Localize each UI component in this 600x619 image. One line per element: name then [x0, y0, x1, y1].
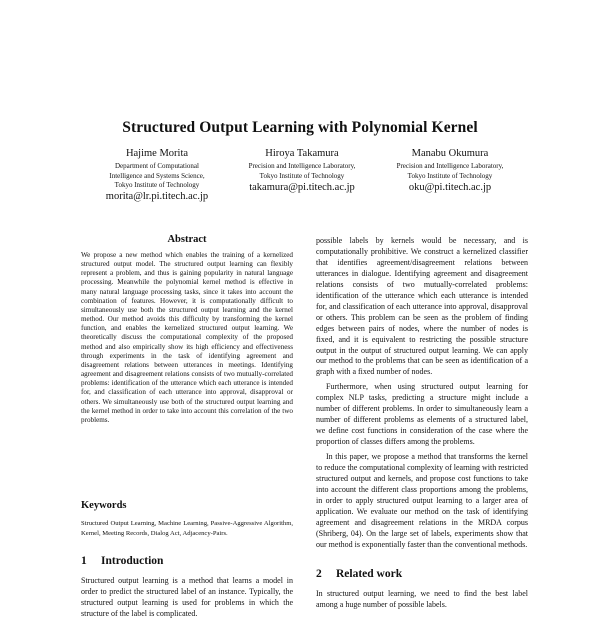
- author-block-3: [355, 148, 545, 194]
- author-email: morita@lr.pi.titech.ac.jp: [105, 191, 209, 203]
- section-heading-introduction: [81, 555, 163, 567]
- author-name: Manabu Okumura: [411, 148, 489, 159]
- paper-title: Structured Output Learning with Polynomial Kernel: [122, 119, 478, 136]
- section-number: 1: [81, 555, 87, 567]
- author-email: takamura@pi.titech.ac.jp: [249, 181, 355, 193]
- affiliation-line: Precision and Intelligence Laboratory,: [396, 162, 504, 171]
- paragraph: possible labels by kernels would be necessary, and is computationally prohibitive. We construct a kernelized classifier that identifies agreement/disagreement relations between utterances in dialogue. Identifying agreement and disagreement relations consists of two mutually-correlated problems: identification of the utterance which each utterance is intended for, and classification of each utterance into approval, disapproval or others. This problem can be seen as the problem of finding edges between pairs of nodes, where the number of nodes is fixed, and it is equivalent to restricting the possible structure output in the output of structured output learning. We can apply our method to the problems that can be seen as identification of a graph with a fixed number of nodes.: [316, 236, 528, 377]
- paragraph: Furthermore, when using structured output learning for complex NLP tasks, predicting a structure might include a number of different problems. In order to simultaneously learn a number of different problems as elements of a structured label, we define cost functions in consideration of the case where the proportion of classes differs among the problems.: [316, 382, 528, 447]
- section-title: Introduction: [101, 555, 164, 567]
- author-affiliation: [355, 162, 545, 181]
- affiliation-line: Intelligence and Systems Science,: [109, 171, 205, 180]
- abstract-text: We propose a new method which enables the training of a kernelized structured output model. The structured output learning can flexibly represent a problem, and thus is gaining popularity in natural language processing. Meanwhile the polynomial kernel method is effective in many natural language processing tasks, since it takes into account the combination of features. However, it is computationally difficult to simultaneously use both the structured output learning and the kernel method. Our method avoids this difficulty by transforming the kernel function, and enables the kernelized structured output learning. We theoretically discuss the computational complexity of the proposed method and also empirically show its high efficiency and effectiveness through experiments in the task of identifying agreement and disagreement relations between utterances in meetings. Identifying agreement and disagreement relations consists of two mutually-correlated problems: identification of the utterance which each utterance is intended for, and classification of each utterance into approval, disapproval or others. We simultaneously use both of the structured output learning and the kernel method in order to take into account this correlation of the two problems.: [81, 251, 293, 424]
- affiliation-line: Tokyo Institute of Technology: [114, 180, 200, 189]
- related-work-text: In structured output learning, we need to find the best label among a huge number of possible labels.: [316, 589, 528, 609]
- section-heading-related-work: [316, 568, 402, 580]
- right-column-text: [316, 236, 528, 551]
- section-number: 2: [316, 568, 322, 580]
- affiliation-line: Tokyo Institute of Technology: [259, 171, 345, 180]
- affiliation-line: Tokyo Institute of Technology: [407, 171, 493, 180]
- author-name: Hajime Morita: [125, 148, 189, 159]
- keywords-text: Structured Output Learning, Machine Learning, Passive-Aggressive Algorithm, Kernel, Meeting Records, Dialog Act, Adjacency-Pairs.: [81, 520, 293, 537]
- paragraph: In this paper, we propose a method that transforms the kernel to reduce the computational complexity of learning with restricted structured output and kernels, and propose cost functions to take into account the different class proportions among the problems, in order to apply structured output learning to a larger area of application. We evaluate our method on the task of identifying agreement and disagreement relations in the MRDA corpus (Shriberg, 04). On the large set of labels, experiments show that our method is exponentially faster than the conventional methods.: [316, 452, 528, 549]
- affiliation-line: Precision and Intelligence Laboratory,: [248, 162, 356, 171]
- affiliation-line: Department of Computational: [115, 162, 199, 171]
- section-title: Related work: [336, 568, 403, 580]
- author-email: oku@pi.titech.ac.jp: [408, 181, 492, 193]
- introduction-text: Structured output learning is a method that learns a model in order to predict the structured label of an instance. Typically, the structured output learning is used for problems in which the structure of the label is complicated.: [81, 576, 293, 618]
- author-name: Hiroya Takamura: [265, 148, 339, 159]
- abstract-heading: Abstract: [167, 234, 207, 245]
- keywords-heading: Keywords: [81, 500, 127, 511]
